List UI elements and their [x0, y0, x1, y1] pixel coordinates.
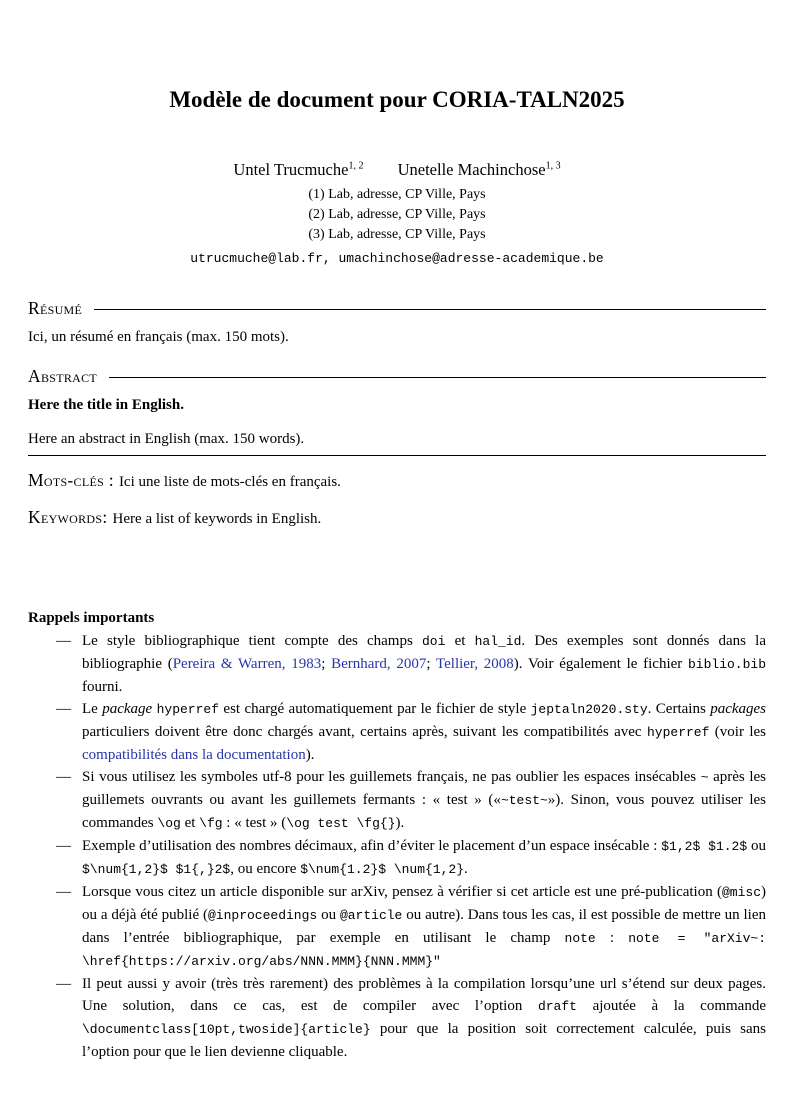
abstract-heading — [28, 364, 766, 388]
list-item-marker: — — [56, 700, 71, 717]
code-fragment: $\num{1,2}$ $1{,}2$ — [82, 861, 231, 877]
list-item-text — [82, 766, 766, 835]
hyperlink[interactable]: Pereira & Warren, 1983 — [172, 655, 322, 672]
text-segment: . — [464, 860, 468, 877]
resume-label: Résumé — [28, 297, 83, 318]
list-item-1 — [28, 630, 766, 698]
list-item-marker: — — [56, 632, 71, 649]
list-item-4 — [28, 835, 766, 881]
code-fragment: @misc — [721, 884, 761, 900]
code-fragment: $1,2$ $1.2$ — [661, 838, 748, 854]
text-segment: Si vous utilisez les symboles utf-8 pour les guillemets français, ne pas oublier les espaces insécables — [82, 768, 701, 785]
text-segment: et — [180, 814, 200, 831]
motscles-label: Mots-clés : — [28, 469, 114, 490]
list-item-marker: — — [56, 883, 71, 900]
notes-list — [28, 630, 766, 1063]
text-segment: et — [445, 632, 475, 649]
text-segment: (voir les — [709, 723, 766, 740]
hyperlink[interactable]: Bernhard, 2007 — [331, 655, 427, 672]
list-item-text — [82, 973, 766, 1063]
text-segment: ; — [426, 655, 436, 672]
resume-heading-rule — [94, 309, 766, 310]
text-segment: ). Voir également le fichier — [513, 655, 688, 672]
notes-heading: Rappels importants — [28, 609, 155, 626]
text-segment: après les guillemets ouvrants ou avant les guillemets fermants : « test » (« — [82, 768, 767, 808]
list-item-text — [82, 835, 766, 881]
motscles-text: Ici une liste de mots-clés en français. — [118, 473, 341, 490]
text-segment: ) ou a déjà été publié ( — [82, 883, 766, 923]
text-segment: . Des exemples sont donnés dans la bibliographie ( — [82, 632, 767, 672]
text-segment: ). — [395, 814, 405, 831]
text-segment: ou — [747, 837, 766, 854]
author-2-name: Unetelle Machinchose — [397, 159, 546, 179]
text-segment: Exemple d’utilisation des nombres décimaux, afin d’éviter le placement d’un espace insécable : — [82, 837, 662, 854]
keywords-text: Here a list of keywords in English. — [112, 510, 322, 527]
abstract-english-text: Here an abstract in English (max. 150 words). — [28, 428, 766, 456]
code-fragment: draft — [537, 998, 577, 1014]
list-item-3 — [28, 766, 766, 835]
list-item-text — [82, 698, 766, 766]
text-segment: est chargé automatiquement par le fichier de style — [219, 700, 531, 717]
author-1-superscript: 1, 2 — [348, 160, 364, 171]
affiliation-line-1: (1) Lab, adresse, CP Ville, Pays — [308, 186, 486, 202]
code-fragment: doi — [422, 633, 446, 649]
resume-heading — [28, 296, 766, 320]
list-item-6 — [28, 973, 766, 1063]
authors-line — [28, 155, 766, 181]
author-2-superscript: 1, 3 — [545, 160, 561, 171]
list-item-marker: — — [56, 768, 71, 785]
code-fragment: \documentclass[10pt,twoside]{article} — [82, 1021, 371, 1037]
text-segment: ; — [321, 655, 332, 672]
code-fragment: @article — [339, 907, 403, 923]
text-segment: ou autre). Dans tous les cas, il est possible de mettre un lien dans l’entrée bibliographique, par exemple en utilisant le champ — [82, 906, 766, 946]
text-segment: particuliers doivent être donc chargés avant, certains après, suivant les compatibilités avec — [82, 723, 647, 740]
motscles-line — [28, 468, 766, 493]
code-fragment: $\num{1.2}$ \num{1,2} — [300, 861, 465, 877]
author-2 — [398, 160, 561, 179]
list-item-marker: — — [56, 975, 71, 992]
text-segment: . Certains — [647, 700, 711, 717]
text-segment: ajoutée à la commande — [576, 997, 766, 1014]
text-segment: packages — [710, 700, 766, 717]
code-fragment: jeptaln2020.sty — [530, 701, 648, 717]
list-item-2 — [28, 698, 766, 766]
list-item-marker: — — [56, 837, 71, 854]
text-segment: Le — [82, 700, 103, 717]
paper-title: Modèle de document pour CORIA-TALN2025 — [169, 87, 625, 112]
text-segment: »). Sinon, vous pouvez utiliser les commandes — [82, 791, 766, 831]
resume-text: Ici, un résumé en français (max. 150 mots). — [28, 328, 289, 345]
text-segment: : — [595, 929, 629, 946]
author-1-name: Untel Trucmuche — [233, 159, 349, 179]
code-fragment: hyperref — [646, 724, 710, 740]
code-fragment: note — [564, 930, 596, 946]
text-segment: Lorsque vous citez un article disponible sur arXiv, pensez à vérifier si cet article est une pré-publication ( — [82, 883, 722, 900]
hyperlink[interactable]: Tellier, 2008 — [436, 655, 514, 672]
text-segment: : « test » ( — [222, 814, 287, 831]
abstract-label: Abstract — [28, 365, 98, 386]
code-fragment: ~test~ — [500, 792, 548, 808]
affiliations-block — [28, 185, 766, 245]
code-fragment: @inproceedings — [207, 907, 318, 923]
code-fragment: \og test \fg{} — [286, 815, 396, 831]
text-segment: Le style bibliographique tient compte des champs — [82, 632, 422, 649]
author-1 — [233, 160, 363, 179]
code-fragment: biblio.bib — [688, 656, 767, 672]
list-item-5 — [28, 881, 766, 973]
list-item-text — [82, 881, 766, 973]
abstract-heading-rule — [109, 377, 766, 378]
text-segment: Il peut aussi y avoir (très très rarement) des problèmes à la compilation lorsqu’une url s’étend sur deux pages. Une solution, dans ce cas, est de compiler avec l’option — [82, 975, 766, 1014]
hyperlink[interactable]: compatibilités dans la documentation — [82, 746, 306, 763]
text-segment: package — [102, 700, 153, 717]
code-fragment: hyperref — [156, 701, 220, 717]
code-fragment: hal_id — [474, 633, 522, 649]
list-item-text — [82, 630, 766, 698]
code-fragment: \og — [157, 815, 181, 831]
text-segment: ). — [305, 746, 315, 763]
text-segment: pour que la position soit correctement calculée, puis sans l’option pour que le lien devienne cliquable. — [82, 1020, 766, 1060]
text-segment: ou — [317, 906, 340, 923]
affiliation-line-3: (3) Lab, adresse, CP Ville, Pays — [308, 226, 486, 242]
code-fragment: ~ — [700, 769, 709, 785]
keywords-line — [28, 505, 766, 530]
author-emails: utrucmuche@lab.fr, umachinchose@adresse-academique.be — [190, 250, 604, 266]
code-fragment: note = "arXiv~: \href{https://arxiv.org/abs/NNN.MMM}{NNN.MMM}" — [82, 930, 766, 969]
abstract-english-title: Here the title in English. — [28, 396, 184, 413]
text-segment: , ou encore — [230, 860, 301, 877]
affiliation-line-2: (2) Lab, adresse, CP Ville, Pays — [308, 206, 486, 222]
text-segment: fourni. — [82, 678, 123, 695]
keywords-label: Keywords: — [28, 506, 108, 527]
code-fragment: \fg — [199, 815, 223, 831]
